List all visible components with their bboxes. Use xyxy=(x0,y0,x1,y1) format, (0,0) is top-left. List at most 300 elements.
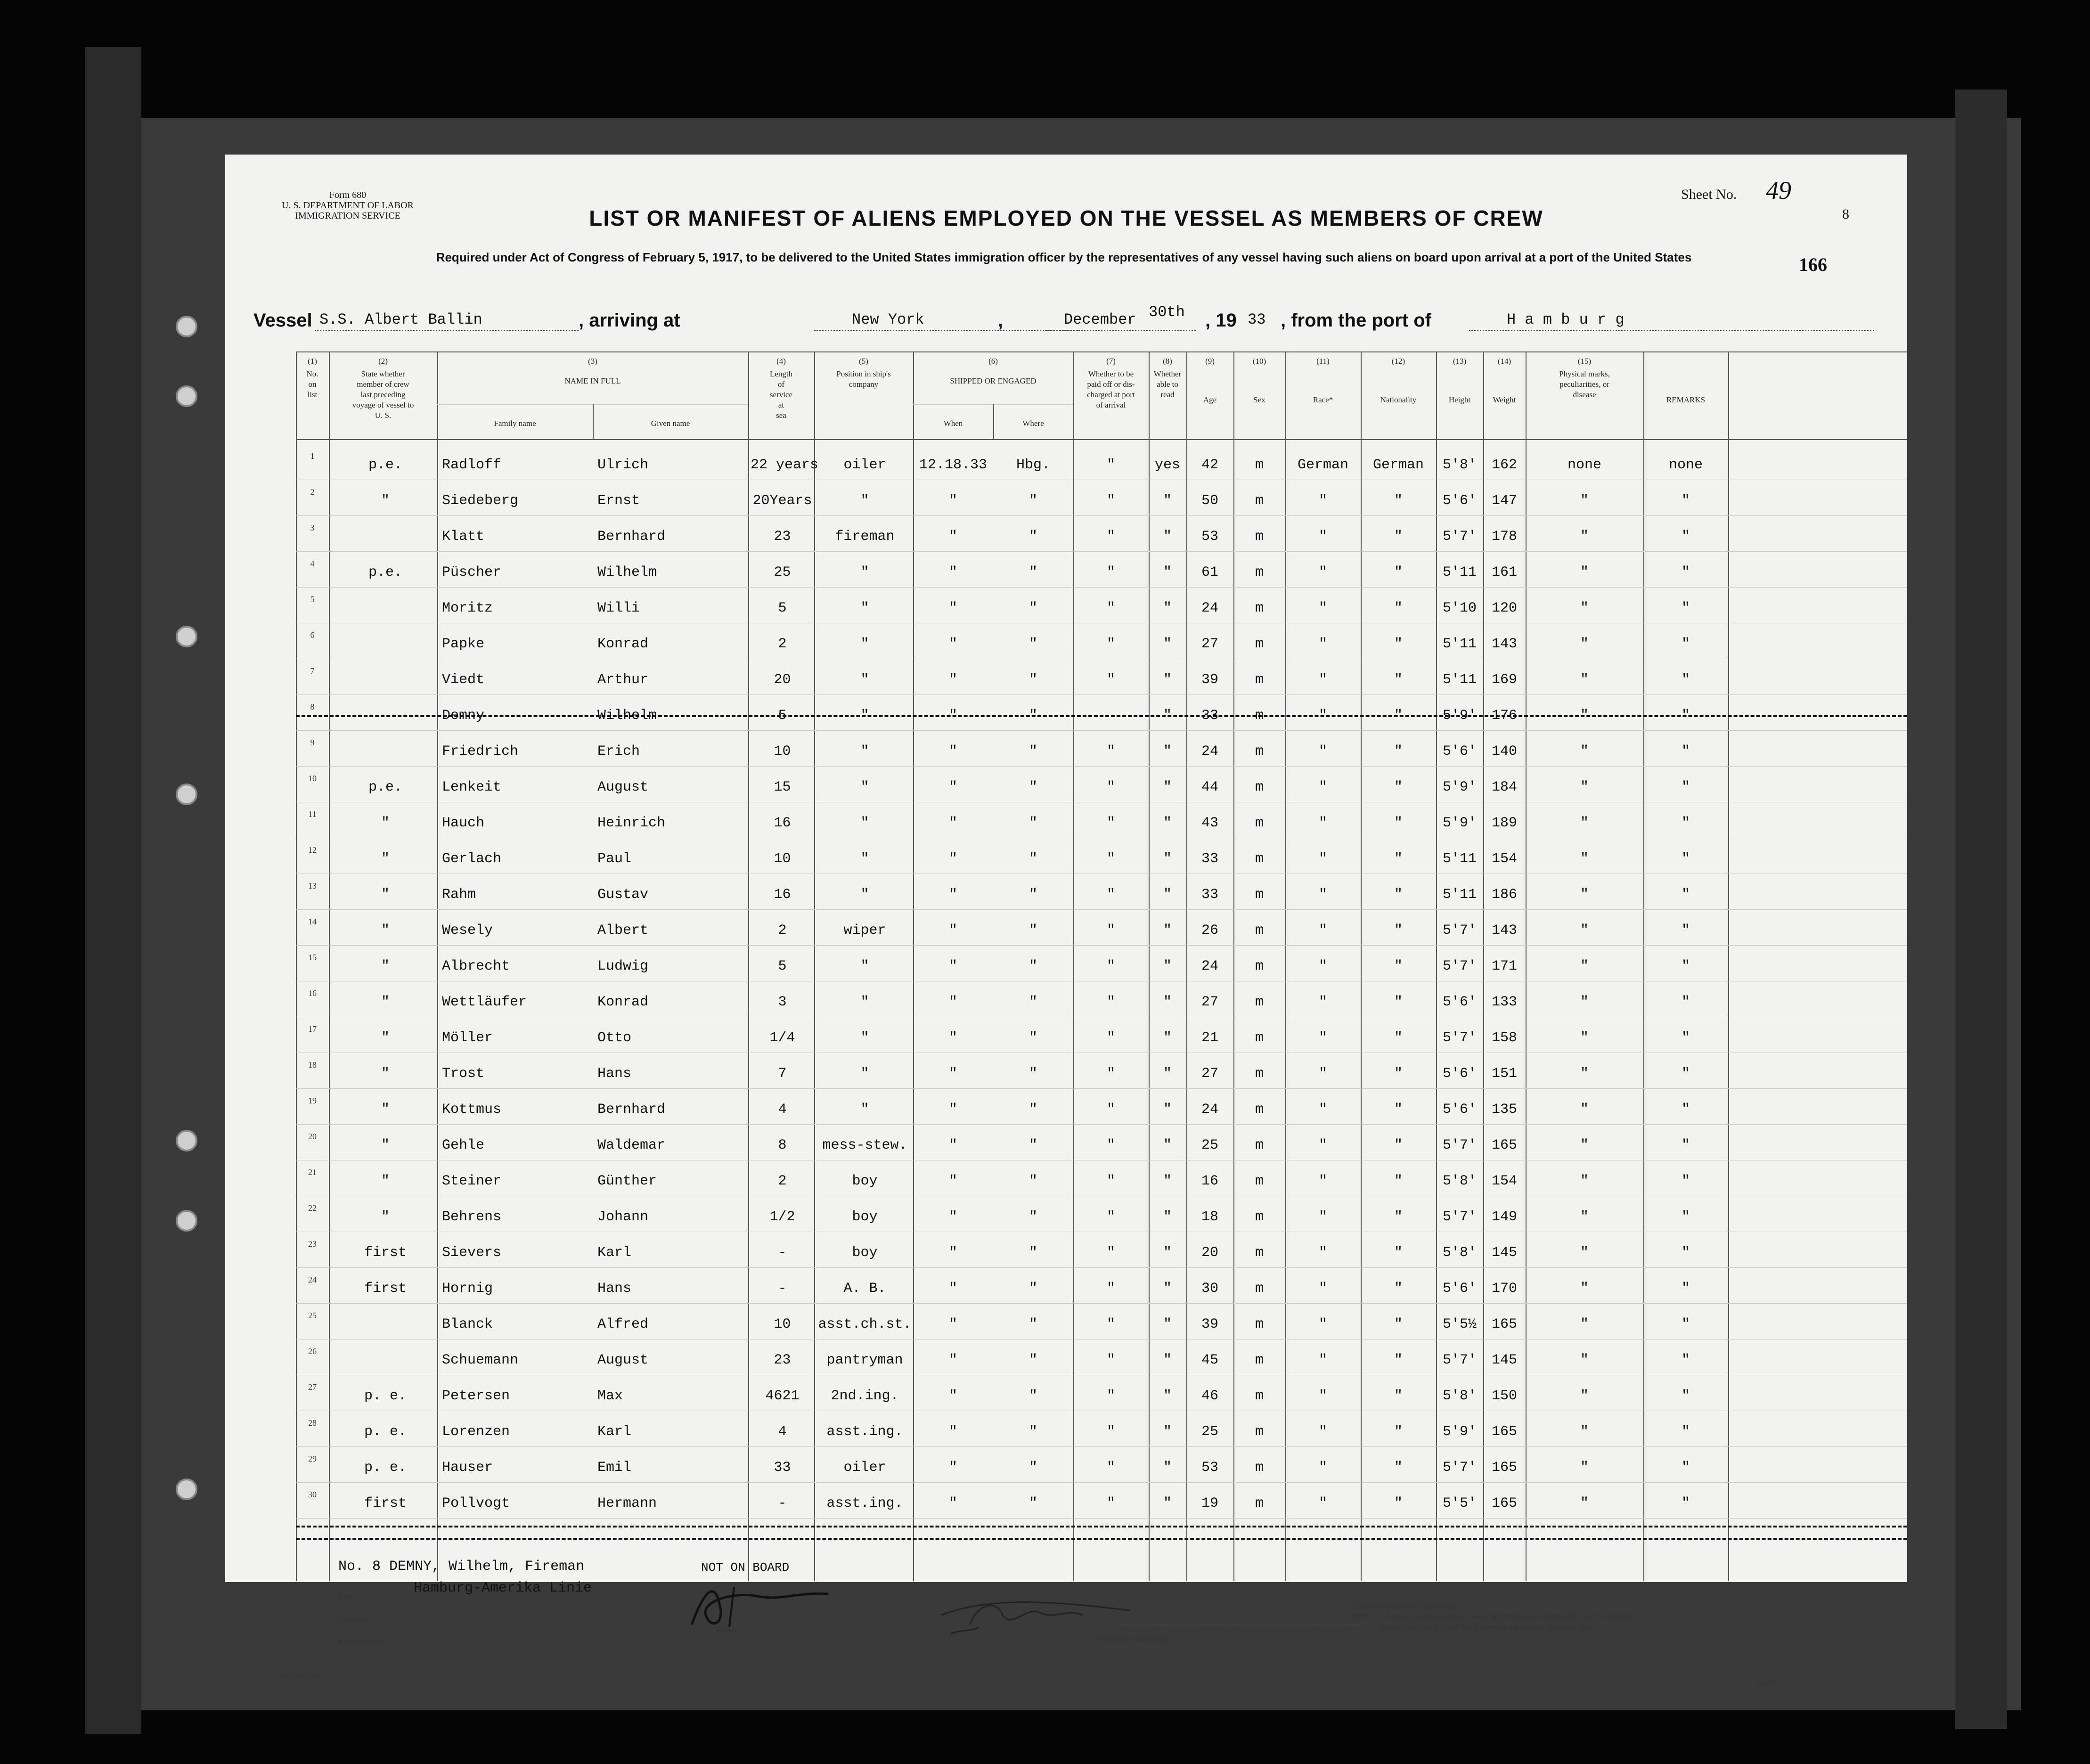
cell-read: " xyxy=(1163,958,1172,974)
cell-weight: 151 xyxy=(1491,1066,1517,1082)
row-rule xyxy=(296,551,1907,552)
table-top-rule xyxy=(296,351,1907,352)
cell-given: Otto xyxy=(597,1030,632,1046)
cell-age: 19 xyxy=(1201,1495,1218,1511)
print-code: H8 gel 83 nd xyxy=(282,1673,318,1680)
footer-typed-note: No. 8 DEMNY, Wilhelm, Fireman xyxy=(338,1559,585,1575)
column-header: Weight xyxy=(1493,395,1516,404)
cell-age: 53 xyxy=(1201,1460,1218,1476)
row-rule xyxy=(296,945,1907,946)
cell-family: Möller xyxy=(442,1030,493,1046)
cell-height: 5'11 xyxy=(1442,887,1477,903)
column-header: Whether to be paid off or dis- charged at port of arrival xyxy=(1087,369,1135,409)
cell-where: " xyxy=(1029,1173,1037,1189)
cell-age: 20 xyxy=(1201,1245,1218,1261)
cell-marks: " xyxy=(1580,1030,1589,1046)
cell-where: " xyxy=(1029,1388,1037,1404)
page-title: LIST OR MANIFEST OF ALIENS EMPLOYED ON THE VESSEL AS MEMBERS OF CREW xyxy=(589,206,1543,230)
cell-height: 5'6' xyxy=(1442,493,1477,509)
cell-when: " xyxy=(948,529,957,545)
cell-state: " xyxy=(381,958,390,974)
cell-given: Hans xyxy=(597,1281,632,1297)
dotted-rule xyxy=(814,330,1078,331)
cell-race: " xyxy=(1318,636,1327,652)
dotted-rule xyxy=(315,330,579,331)
cell-given: Waldemar xyxy=(597,1137,666,1153)
cell-nationality: " xyxy=(1394,1424,1403,1440)
cell-given: Ulrich xyxy=(597,457,649,473)
header-bottom-rule xyxy=(296,439,1907,440)
not-on-board-note: NOT ON BOARD xyxy=(701,1560,790,1575)
cell-given: Günther xyxy=(597,1173,657,1189)
row-number: 8 xyxy=(310,702,315,711)
column-header: NAME IN FULL xyxy=(564,376,621,385)
column-divider xyxy=(748,351,749,1581)
cell-marks: " xyxy=(1580,636,1589,652)
cell-service: 20Years xyxy=(752,493,812,509)
cell-read: " xyxy=(1163,1460,1172,1476)
arrival-month: December xyxy=(1064,311,1136,328)
cell-given: Bernhard xyxy=(597,529,666,545)
cell-race: " xyxy=(1318,1281,1327,1297)
row-number: 3 xyxy=(310,523,315,532)
cell-when: " xyxy=(948,743,957,760)
cell-position: boy xyxy=(852,1173,878,1189)
cell-position: " xyxy=(860,1066,869,1082)
cell-family: Rahm xyxy=(442,887,476,903)
cell-given: Karl xyxy=(597,1424,632,1440)
cell-nationality: " xyxy=(1394,1495,1403,1511)
cell-position: asst.ch.st. xyxy=(818,1316,912,1332)
cell-when: " xyxy=(948,1102,957,1118)
row-rule xyxy=(296,587,1907,588)
cell-service: 2 xyxy=(778,1173,787,1189)
cell-paid: " xyxy=(1106,493,1115,509)
cell-remarks: " xyxy=(1681,851,1690,867)
cell-marks: " xyxy=(1580,1495,1589,1511)
column-header: Age xyxy=(1203,395,1217,404)
cell-age: 39 xyxy=(1201,1316,1218,1332)
row-number: 27 xyxy=(308,1382,317,1392)
cell-age: 44 xyxy=(1201,779,1218,795)
cell-sex: m xyxy=(1255,1137,1264,1153)
cell-height: 5'7' xyxy=(1442,923,1477,939)
shipping-line: Hamburg-Amerika Linie xyxy=(414,1580,592,1596)
cell-read: " xyxy=(1163,1102,1172,1118)
binder-hole xyxy=(176,316,197,337)
column-number: (8) xyxy=(1163,357,1172,366)
cell-given: Ernst xyxy=(597,493,640,509)
cell-given: Albert xyxy=(597,923,649,939)
column-header: Position in ship's company xyxy=(836,369,891,389)
cell-where: " xyxy=(1029,1495,1037,1511)
inspector-label: Immigrant Inspector. xyxy=(1097,1634,1168,1643)
row-number: 21 xyxy=(308,1168,317,1177)
cell-family: Moritz xyxy=(442,600,493,616)
cell-position: " xyxy=(860,743,869,760)
cell-given: Heinrich xyxy=(597,815,666,831)
column-header: Race* xyxy=(1313,395,1333,404)
cell-race: " xyxy=(1318,1424,1327,1440)
cell-race: " xyxy=(1318,994,1327,1010)
cell-nationality: " xyxy=(1394,1102,1403,1118)
arriving-label: , arriving at xyxy=(579,310,680,331)
cell-paid: " xyxy=(1106,1245,1115,1261)
cell-family: Wesely xyxy=(442,923,493,939)
cell-given: Wilhelm xyxy=(597,564,657,580)
cell-remarks: " xyxy=(1681,1245,1690,1261)
cell-family: Gerlach xyxy=(442,851,502,867)
page-number: 166 xyxy=(1799,254,1827,275)
cell-sex: m xyxy=(1255,636,1264,652)
cell-sex: m xyxy=(1255,1209,1264,1225)
cell-state: p.e. xyxy=(368,779,402,795)
cell-read: " xyxy=(1163,1352,1172,1368)
cell-height: 5'7' xyxy=(1442,1352,1477,1368)
cell-age: 27 xyxy=(1201,1066,1218,1082)
cell-service: 8 xyxy=(778,1137,787,1153)
cell-family: Sievers xyxy=(442,1245,502,1261)
cell-nationality: " xyxy=(1394,743,1403,760)
cell-state: p. e. xyxy=(364,1460,407,1476)
cell-paid: " xyxy=(1106,958,1115,974)
cell-nationality: " xyxy=(1394,1173,1403,1189)
cell-service: 22 years xyxy=(751,457,819,473)
departure-port: H a m b u r g xyxy=(1507,311,1625,328)
cell-where: " xyxy=(1029,1066,1037,1082)
column-header-given: Given name xyxy=(651,419,690,428)
cell-paid: " xyxy=(1106,672,1115,688)
cell-height: 5'7' xyxy=(1442,1209,1477,1225)
cell-nationality: " xyxy=(1394,493,1403,509)
cell-family: Lorenzen xyxy=(442,1424,510,1440)
column-header: Physical marks, peculiarities, or disease xyxy=(1559,369,1610,399)
cell-nationality: " xyxy=(1394,815,1403,831)
cell-marks: " xyxy=(1580,564,1589,580)
cell-service: 7 xyxy=(778,1066,787,1082)
cell-service: 23 xyxy=(774,1352,791,1368)
cell-nationality: " xyxy=(1394,1066,1403,1082)
cell-weight: 169 xyxy=(1491,672,1517,688)
cell-height: 5'7' xyxy=(1442,1137,1477,1153)
cell-paid: " xyxy=(1106,1316,1115,1332)
cell-remarks: " xyxy=(1681,600,1690,616)
cell-age: 18 xyxy=(1201,1209,1218,1225)
cell-family: Friedrich xyxy=(442,743,519,760)
cell-nationality: " xyxy=(1394,529,1403,545)
cell-weight: 154 xyxy=(1491,851,1517,867)
cell-position: pantryman xyxy=(826,1352,903,1368)
cell-sex: m xyxy=(1255,1352,1264,1368)
cell-sex: m xyxy=(1255,1281,1264,1297)
column-divider xyxy=(329,351,330,1581)
cell-when: " xyxy=(948,672,957,688)
cell-remarks: " xyxy=(1681,564,1690,580)
cell-marks: " xyxy=(1580,1245,1589,1261)
cell-age: 45 xyxy=(1201,1352,1218,1368)
cell-paid: " xyxy=(1106,887,1115,903)
cell-remarks: " xyxy=(1681,1316,1690,1332)
cell-given: Emil xyxy=(597,1460,632,1476)
cell-marks: " xyxy=(1580,529,1589,545)
cell-marks: " xyxy=(1580,493,1589,509)
cell-remarks: " xyxy=(1681,887,1690,903)
binder-hole xyxy=(176,1130,197,1152)
cell-when: " xyxy=(948,1424,957,1440)
cell-given: August xyxy=(597,779,649,795)
cell-marks: " xyxy=(1580,958,1589,974)
cell-height: 5'11 xyxy=(1442,636,1477,652)
cell-paid: " xyxy=(1106,1173,1115,1189)
cell-age: 25 xyxy=(1201,1424,1218,1440)
cell-service: 3 xyxy=(778,994,787,1010)
cell-when: " xyxy=(948,1316,957,1332)
cell-race: " xyxy=(1318,529,1327,545)
cell-position: oiler xyxy=(843,457,886,473)
cell-family: Viedt xyxy=(442,672,485,688)
cell-where: " xyxy=(1029,851,1037,867)
cell-service: 16 xyxy=(774,887,791,903)
cell-marks: none xyxy=(1567,457,1601,473)
cell-when: " xyxy=(948,493,957,509)
cell-read: " xyxy=(1163,1173,1172,1189)
cell-read: " xyxy=(1163,564,1172,580)
cell-given: Paul xyxy=(597,851,632,867)
table-end-line xyxy=(296,1538,1907,1540)
cell-weight: 145 xyxy=(1491,1245,1517,1261)
cell-where: " xyxy=(1029,1281,1037,1297)
dotted-rule xyxy=(1045,330,1196,331)
cell-age: 21 xyxy=(1201,1030,1218,1046)
cell-race: " xyxy=(1318,1137,1327,1153)
cell-position: " xyxy=(860,887,869,903)
cell-service: 4621 xyxy=(765,1388,800,1404)
cell-race: " xyxy=(1318,779,1327,795)
cell-family: Papke xyxy=(442,636,485,652)
cell-remarks: " xyxy=(1681,636,1690,652)
cell-marks: " xyxy=(1580,1316,1589,1332)
cell-service: 16 xyxy=(774,815,791,831)
cell-given: Arthur xyxy=(597,672,649,688)
column-divider xyxy=(296,351,297,1581)
cell-position: " xyxy=(860,564,869,580)
cell-weight: 149 xyxy=(1491,1209,1517,1225)
cell-weight: 147 xyxy=(1491,493,1517,509)
cell-weight: 150 xyxy=(1491,1388,1517,1404)
column-divider xyxy=(814,351,815,1581)
cell-read: " xyxy=(1163,636,1172,652)
cell-state: p.e. xyxy=(368,564,402,580)
row-number: 6 xyxy=(310,630,315,640)
cell-age: 46 xyxy=(1201,1388,1218,1404)
cell-age: 30 xyxy=(1201,1281,1218,1297)
cell-height: 5'6' xyxy=(1442,1102,1477,1118)
cell-family: Hauch xyxy=(442,815,485,831)
table-end-line xyxy=(296,1526,1907,1527)
cell-where: " xyxy=(1029,923,1037,939)
cell-read: yes xyxy=(1154,457,1180,473)
cell-family: Trost xyxy=(442,1066,485,1082)
cell-position: " xyxy=(860,1030,869,1046)
column-header-family: Family name xyxy=(494,419,536,428)
sheet-number-label: Sheet No. xyxy=(1681,187,1737,202)
cell-position: oiler xyxy=(843,1460,886,1476)
cell-state: " xyxy=(381,1102,390,1118)
cell-remarks: " xyxy=(1681,672,1690,688)
cell-read: " xyxy=(1163,708,1172,724)
cell-height: 5'11 xyxy=(1442,564,1477,580)
cell-position: " xyxy=(860,851,869,867)
column-number: (15) xyxy=(1577,357,1592,366)
row-number: 11 xyxy=(308,809,317,819)
cell-state: " xyxy=(381,887,390,903)
row-rule xyxy=(296,909,1907,910)
cell-remarks: " xyxy=(1681,529,1690,545)
cell-nationality: " xyxy=(1394,779,1403,795)
cell-family: Siedeberg xyxy=(442,493,519,509)
column-divider xyxy=(437,351,438,1581)
cell-paid: " xyxy=(1106,743,1115,760)
cell-race: " xyxy=(1318,851,1327,867)
cell-race: " xyxy=(1318,1495,1327,1511)
cell-weight: 143 xyxy=(1491,636,1517,652)
cell-sex: m xyxy=(1255,1245,1264,1261)
line-label: Line xyxy=(338,1592,354,1601)
cell-where: " xyxy=(1029,1209,1037,1225)
column-number: (4) xyxy=(776,357,786,366)
cell-when: " xyxy=(948,564,957,580)
cell-nationality: " xyxy=(1394,851,1403,867)
column-header-where: Where xyxy=(1022,419,1044,428)
cell-service: - xyxy=(778,1495,787,1511)
cell-sex: m xyxy=(1255,1066,1264,1082)
cell-when: " xyxy=(948,958,957,974)
cell-when: " xyxy=(948,708,957,724)
manifest-sheet xyxy=(225,155,1907,1687)
year-prefix: , 19 xyxy=(1205,310,1237,331)
cell-marks: " xyxy=(1580,1352,1589,1368)
comma: , xyxy=(998,310,1004,331)
cell-weight: 165 xyxy=(1491,1316,1517,1332)
cell-read: " xyxy=(1163,779,1172,795)
cell-given: Alfred xyxy=(597,1316,649,1332)
cell-age: 50 xyxy=(1201,493,1218,509)
cell-nationality: " xyxy=(1394,1316,1403,1332)
cell-nationality: " xyxy=(1394,1209,1403,1225)
cell-family: Albrecht xyxy=(442,958,510,974)
purser-label: Purser. xyxy=(715,1625,739,1635)
cell-nationality: " xyxy=(1394,600,1403,616)
cell-family: Blanck xyxy=(442,1316,493,1332)
cell-read: " xyxy=(1163,923,1172,939)
row-number: 4 xyxy=(310,559,315,568)
column-divider xyxy=(1728,351,1729,1581)
row-rule xyxy=(296,766,1907,767)
row-number: 14 xyxy=(308,917,317,926)
binder-edge-right xyxy=(1955,90,2007,1729)
cell-paid: " xyxy=(1106,994,1115,1010)
cell-weight: 176 xyxy=(1491,708,1517,724)
column-header-when: When xyxy=(943,419,963,428)
cell-paid: " xyxy=(1106,1102,1115,1118)
column-header: Length of service at sea xyxy=(769,369,793,420)
cell-age: 33 xyxy=(1201,851,1218,867)
cell-marks: " xyxy=(1580,779,1589,795)
row-number: 28 xyxy=(308,1418,317,1428)
cell-sex: m xyxy=(1255,994,1264,1010)
cell-position: boy xyxy=(852,1209,878,1225)
row-number: 13 xyxy=(308,881,317,890)
cell-weight: 189 xyxy=(1491,815,1517,831)
cell-given: Wilhelm xyxy=(597,708,657,724)
purser-signature xyxy=(678,1577,838,1634)
cell-marks: " xyxy=(1580,1173,1589,1189)
row-number: 7 xyxy=(310,666,315,676)
cell-marks: " xyxy=(1580,887,1589,903)
arrival-port: New York xyxy=(852,311,924,328)
cell-race: " xyxy=(1318,958,1327,974)
vessel-label: Vessel xyxy=(253,310,312,331)
cell-state: " xyxy=(381,815,390,831)
cell-where: " xyxy=(1029,1352,1037,1368)
row-number: 18 xyxy=(308,1060,317,1070)
cell-height: 5'11 xyxy=(1442,672,1477,688)
cell-marks: " xyxy=(1580,994,1589,1010)
signature-rule xyxy=(1120,1625,1365,1626)
cell-remarks: " xyxy=(1681,994,1690,1010)
cell-read: " xyxy=(1163,1388,1172,1404)
cell-state: " xyxy=(381,851,390,867)
cell-state: " xyxy=(381,1030,390,1046)
cell-when: " xyxy=(948,1495,957,1511)
cell-remarks: " xyxy=(1681,1495,1690,1511)
cell-race: " xyxy=(1318,1352,1327,1368)
cell-race: " xyxy=(1318,1209,1327,1225)
cell-paid: " xyxy=(1106,600,1115,616)
cell-height: 5'9' xyxy=(1442,1424,1477,1440)
cell-given: Hermann xyxy=(597,1495,657,1511)
cell-paid: " xyxy=(1106,636,1115,652)
cell-remarks: " xyxy=(1681,1388,1690,1404)
cell-given: Konrad xyxy=(597,994,649,1010)
cell-remarks: " xyxy=(1681,1352,1690,1368)
cell-given: Hans xyxy=(597,1066,632,1082)
cell-read: " xyxy=(1163,1245,1172,1261)
cell-marks: " xyxy=(1580,708,1589,724)
cell-when: " xyxy=(948,815,957,831)
column-header: SHIPPED OR ENGAGED xyxy=(950,376,1037,385)
cell-position: " xyxy=(860,815,869,831)
cell-where: " xyxy=(1029,1102,1037,1118)
cell-race: " xyxy=(1318,1102,1327,1118)
cell-marks: " xyxy=(1580,1281,1589,1297)
cell-position: boy xyxy=(852,1245,878,1261)
cell-race: " xyxy=(1318,1030,1327,1046)
cell-height: 5'7' xyxy=(1442,958,1477,974)
column-header: Sex xyxy=(1253,395,1265,404)
cell-where: " xyxy=(1029,1460,1037,1476)
cell-read: " xyxy=(1163,1209,1172,1225)
cell-nationality: " xyxy=(1394,1245,1403,1261)
cell-height: 5'5' xyxy=(1442,1495,1477,1511)
cell-where: " xyxy=(1029,1316,1037,1332)
cell-position: A. B. xyxy=(843,1281,886,1297)
row-rule xyxy=(296,1518,1907,1519)
row-number: 29 xyxy=(308,1454,317,1463)
cell-weight: 120 xyxy=(1491,600,1517,616)
cell-sex: m xyxy=(1255,851,1264,867)
cell-height: 5'8' xyxy=(1442,1388,1477,1404)
